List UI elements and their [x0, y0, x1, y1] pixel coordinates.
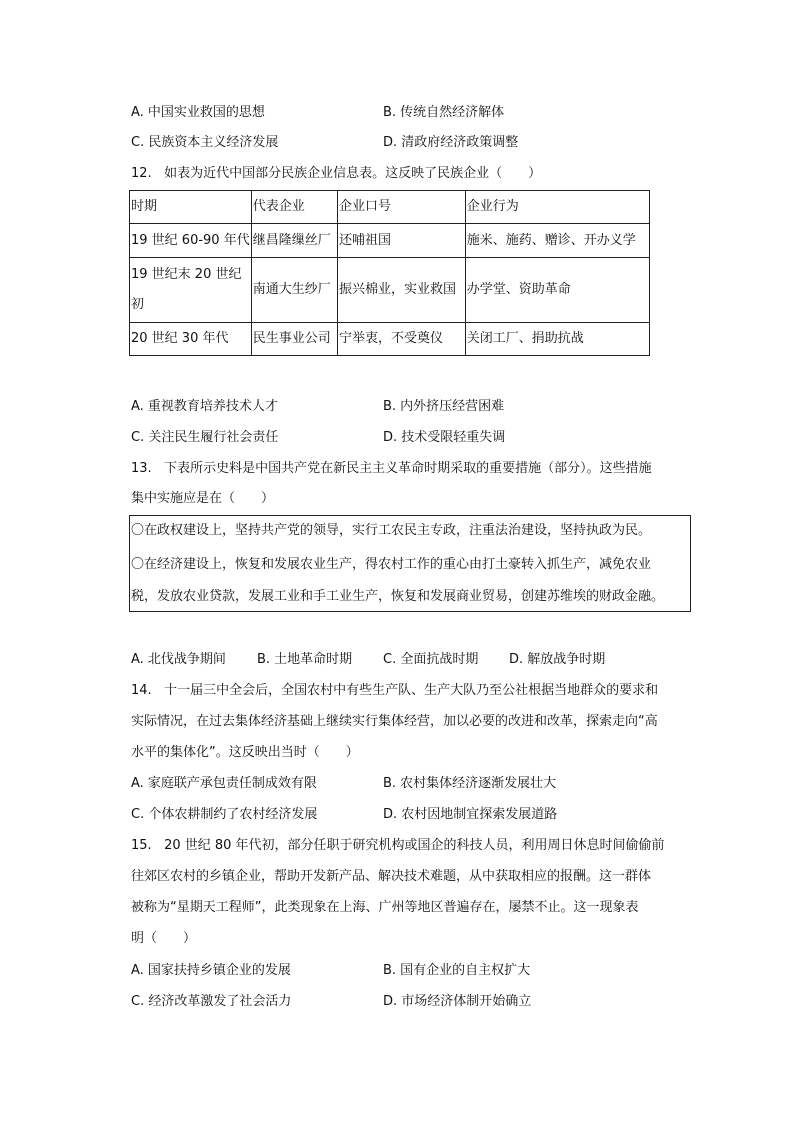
q12-option-d[interactable]: D. 技术受限轻重失调: [383, 430, 506, 445]
q13-option-b[interactable]: B. 土地革命时期: [257, 652, 353, 667]
q14-stem-line2: 实际情况，在过去集体经济基础上继续实行集体经营，加以必要的改进和改革，探索走向“高: [131, 714, 658, 729]
table-header-slogan: 企业口号: [337, 191, 465, 224]
table-row: [130, 224, 650, 258]
q12-enterprise-table: [129, 190, 650, 356]
table-cell-period-line1: 19 世纪末 20 世纪: [131, 267, 242, 282]
q15-stem-line3: 被称为“星期天工程师”，此类现象在上海、广州等地区普遍存在，屡禁不止。这一现象表: [131, 900, 639, 915]
table-cell-period: [130, 258, 252, 323]
table-row: [130, 323, 650, 356]
q12-stem: 12. 如表为近代中国部分民族企业信息表。这反映了民族企业（ ）: [131, 166, 542, 181]
q15-stem-line4: 明（ ）: [131, 931, 197, 946]
table-cell-behavior: 关闭工厂、捐助抗战: [465, 323, 649, 356]
q13-box-line-2: 〇在经济建设上，恢复和发展农业生产，得农村工作的重心由打土豪转入抓生产，减免农业: [131, 557, 652, 572]
q15-stem-line2: 往郊区农村的乡镇企业，帮助开发新产品、解决技术难题，从中获取相应的报酬。这一群体: [131, 869, 652, 884]
table-cell-period-line2: 初: [131, 297, 145, 312]
table-cell-period: 19 世纪 60-90 年代: [130, 224, 252, 258]
q11-option-c[interactable]: C. 民族资本主义经济发展: [131, 135, 279, 150]
q12-option-a[interactable]: A. 重视教育培养技术人才: [131, 399, 278, 414]
table-header-enterprise: 代表企业: [251, 191, 337, 224]
table-header-behavior: 企业行为: [465, 191, 649, 224]
q13-stem-line1: 13. 下表所示史料是中国共产党在新民主主义革命时期采取的重要措施（部分）。这些措施: [131, 461, 652, 476]
table-header-row: [130, 191, 650, 224]
table-cell-slogan: 振兴棉业，实业救国: [337, 258, 465, 323]
q13-option-d[interactable]: D. 解放战争时期: [509, 652, 606, 667]
table-cell-behavior: 办学堂、资助革命: [465, 258, 649, 323]
q13-option-c[interactable]: C. 全面抗战时期: [383, 652, 479, 667]
table-cell-behavior: 施米、施药、赠诊、开办义学: [465, 224, 649, 258]
table-cell-enterprise: 民生事业公司: [251, 323, 337, 356]
q11-option-d[interactable]: D. 清政府经济政策调整: [383, 135, 519, 150]
q15-stem-line1: 15. 20 世纪 80 年代初，部分任职于研究机构或国企的科技人员，利用周日休息时间偷偷前: [131, 838, 665, 853]
q11-option-b[interactable]: B. 传统自然经济解体: [383, 105, 505, 120]
q15-option-d[interactable]: D. 市场经济体制开始确立: [383, 994, 532, 1009]
q13-stem-line2: 集中实施应是在（ ）: [131, 491, 275, 506]
table-header-period: 时期: [130, 191, 252, 224]
q15-option-a[interactable]: A. 国家扶持乡镇企业的发展: [131, 963, 291, 978]
q13-box-line-3: 税，发放农业贷款，发展工业和手工业生产，恢复和发展商业贸易，创建苏维埃的财政金融。: [131, 589, 665, 604]
table-cell-enterprise: 继昌隆缫丝厂: [251, 224, 337, 258]
q15-option-b[interactable]: B. 国有企业的自主权扩大: [383, 963, 531, 978]
table-cell-slogan: 还哺祖国: [337, 224, 465, 258]
q13-option-a[interactable]: A. 北伐战争期间: [131, 652, 226, 667]
q12-option-c[interactable]: C. 关注民生履行社会责任: [131, 430, 279, 445]
q14-stem-line3: 水平的集体化”。这反映出当时（ ）: [131, 745, 359, 760]
table-cell-slogan: 宁举衷，不受奠仪: [337, 323, 465, 356]
q11-option-a[interactable]: A. 中国实业救国的思想: [131, 105, 265, 120]
q14-stem-line1: 14. 十一届三中全会后，全国农村中有些生产队、生产大队乃至公社根据当地群众的要求和: [131, 683, 659, 698]
q13-box-line-1: 〇在政权建设上，坚持共产党的领导，实行工农民主专政，注重法治建设，坚持执政为民。: [131, 523, 652, 538]
table-cell-period: 20 世纪 30 年代: [130, 323, 252, 356]
table-row: [130, 258, 650, 323]
q14-option-a[interactable]: A. 家庭联产承包责任制成效有限: [131, 776, 317, 791]
q15-option-c[interactable]: C. 经济改革激发了社会活力: [131, 994, 292, 1009]
q14-option-c[interactable]: C. 个体农耕制约了农村经济发展: [131, 807, 318, 822]
q13-source-box: [129, 515, 691, 612]
q14-option-b[interactable]: B. 农村集体经济逐渐发展壮大: [383, 776, 557, 791]
q14-option-d[interactable]: D. 农村因地制宜探索发展道路: [383, 807, 558, 822]
table-cell-enterprise: 南通大生纱厂: [251, 258, 337, 323]
q12-option-b[interactable]: B. 内外挤压经营困难: [383, 399, 505, 414]
